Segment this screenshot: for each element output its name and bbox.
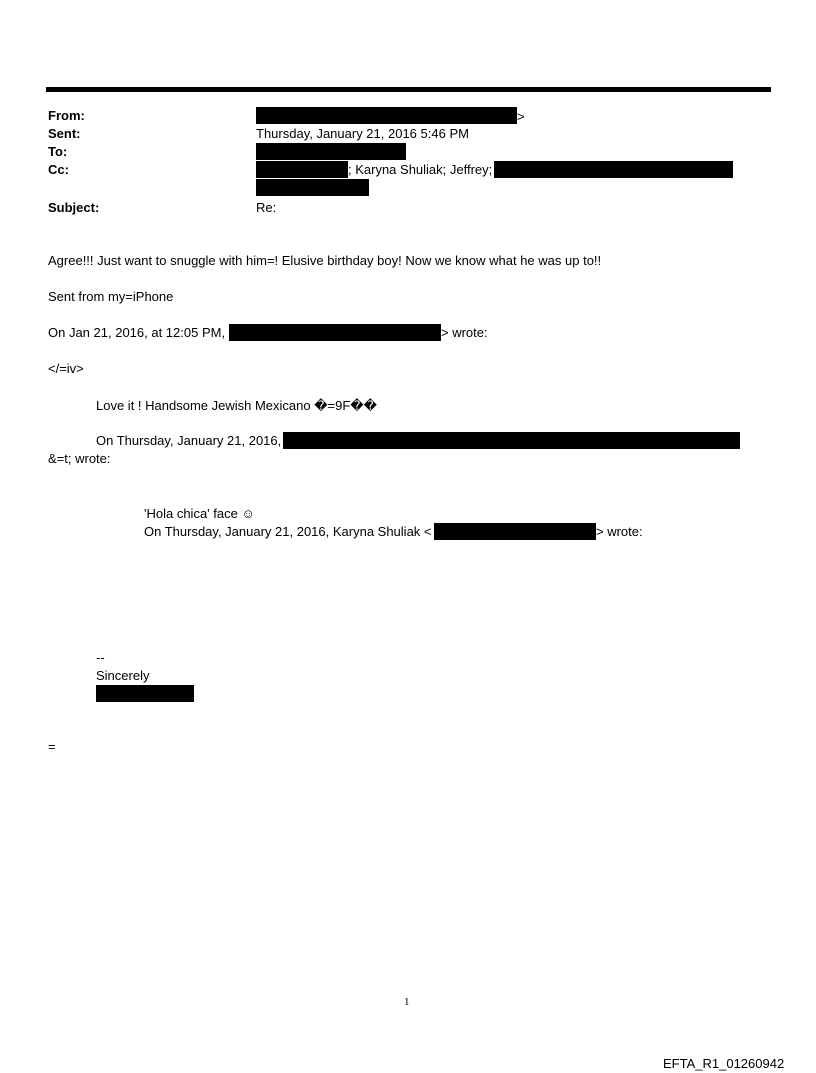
subject-value: Re: [256,200,277,215]
signature-name-redaction [96,685,194,702]
cc-redaction-3 [256,179,369,196]
quote1-attribution-cont: &=t; wrote: [48,451,111,466]
page-number: 1 [404,996,410,1008]
body-line-sent-from: Sent from my=iPhone [48,289,174,304]
quote1-attribution: On Thursday, January 21, 2016, [96,433,282,448]
to-redaction [256,143,406,160]
from-suffix: > [517,109,525,124]
subject-label: Subject: [48,200,100,215]
quote2-text: 'Hola chica' face ☺ [144,506,255,521]
reply-attribution-prefix: On Jan 21, 2016, at 12:05 PM, [48,325,226,340]
cc-redaction-2 [494,161,733,178]
quote2-attribution-suffix: > wrote: [596,524,643,539]
to-label: To: [48,144,68,159]
from-redaction [256,107,517,124]
document-id: EFTA_R1_01260942 [663,1056,785,1071]
signature-dashes: -- [96,650,105,665]
end-marker: = [48,739,56,754]
header-rule [46,87,771,92]
quote2-attribution-prefix: On Thursday, January 21, 2016, Karyna Shuliak < [144,524,432,539]
reply-attribution-suffix: > wrote: [441,325,488,340]
quote1-attribution-redaction [283,432,740,449]
cc-label: Cc: [48,162,69,177]
body-line-agree: Agree!!! Just want to snuggle with him=! Elusive birthday boy! Now we know what he was up to!! [48,253,602,268]
signature-closing: Sincerely [96,668,150,683]
sent-value: Thursday, January 21, 2016 5:46 PM [256,126,469,141]
cc-redaction-1 [256,161,348,178]
sent-label: Sent: [48,126,81,141]
quote2-attribution-redaction [434,523,596,540]
reply-attribution-redaction [229,324,441,341]
quote1-text: Love it ! Handsome Jewish Mexicano �=9F�� [96,398,377,413]
cc-text: ; Karyna Shuliak; Jeffrey; [348,162,493,177]
from-label: From: [48,108,85,123]
html-fragment-line: </=iv> [48,361,84,376]
